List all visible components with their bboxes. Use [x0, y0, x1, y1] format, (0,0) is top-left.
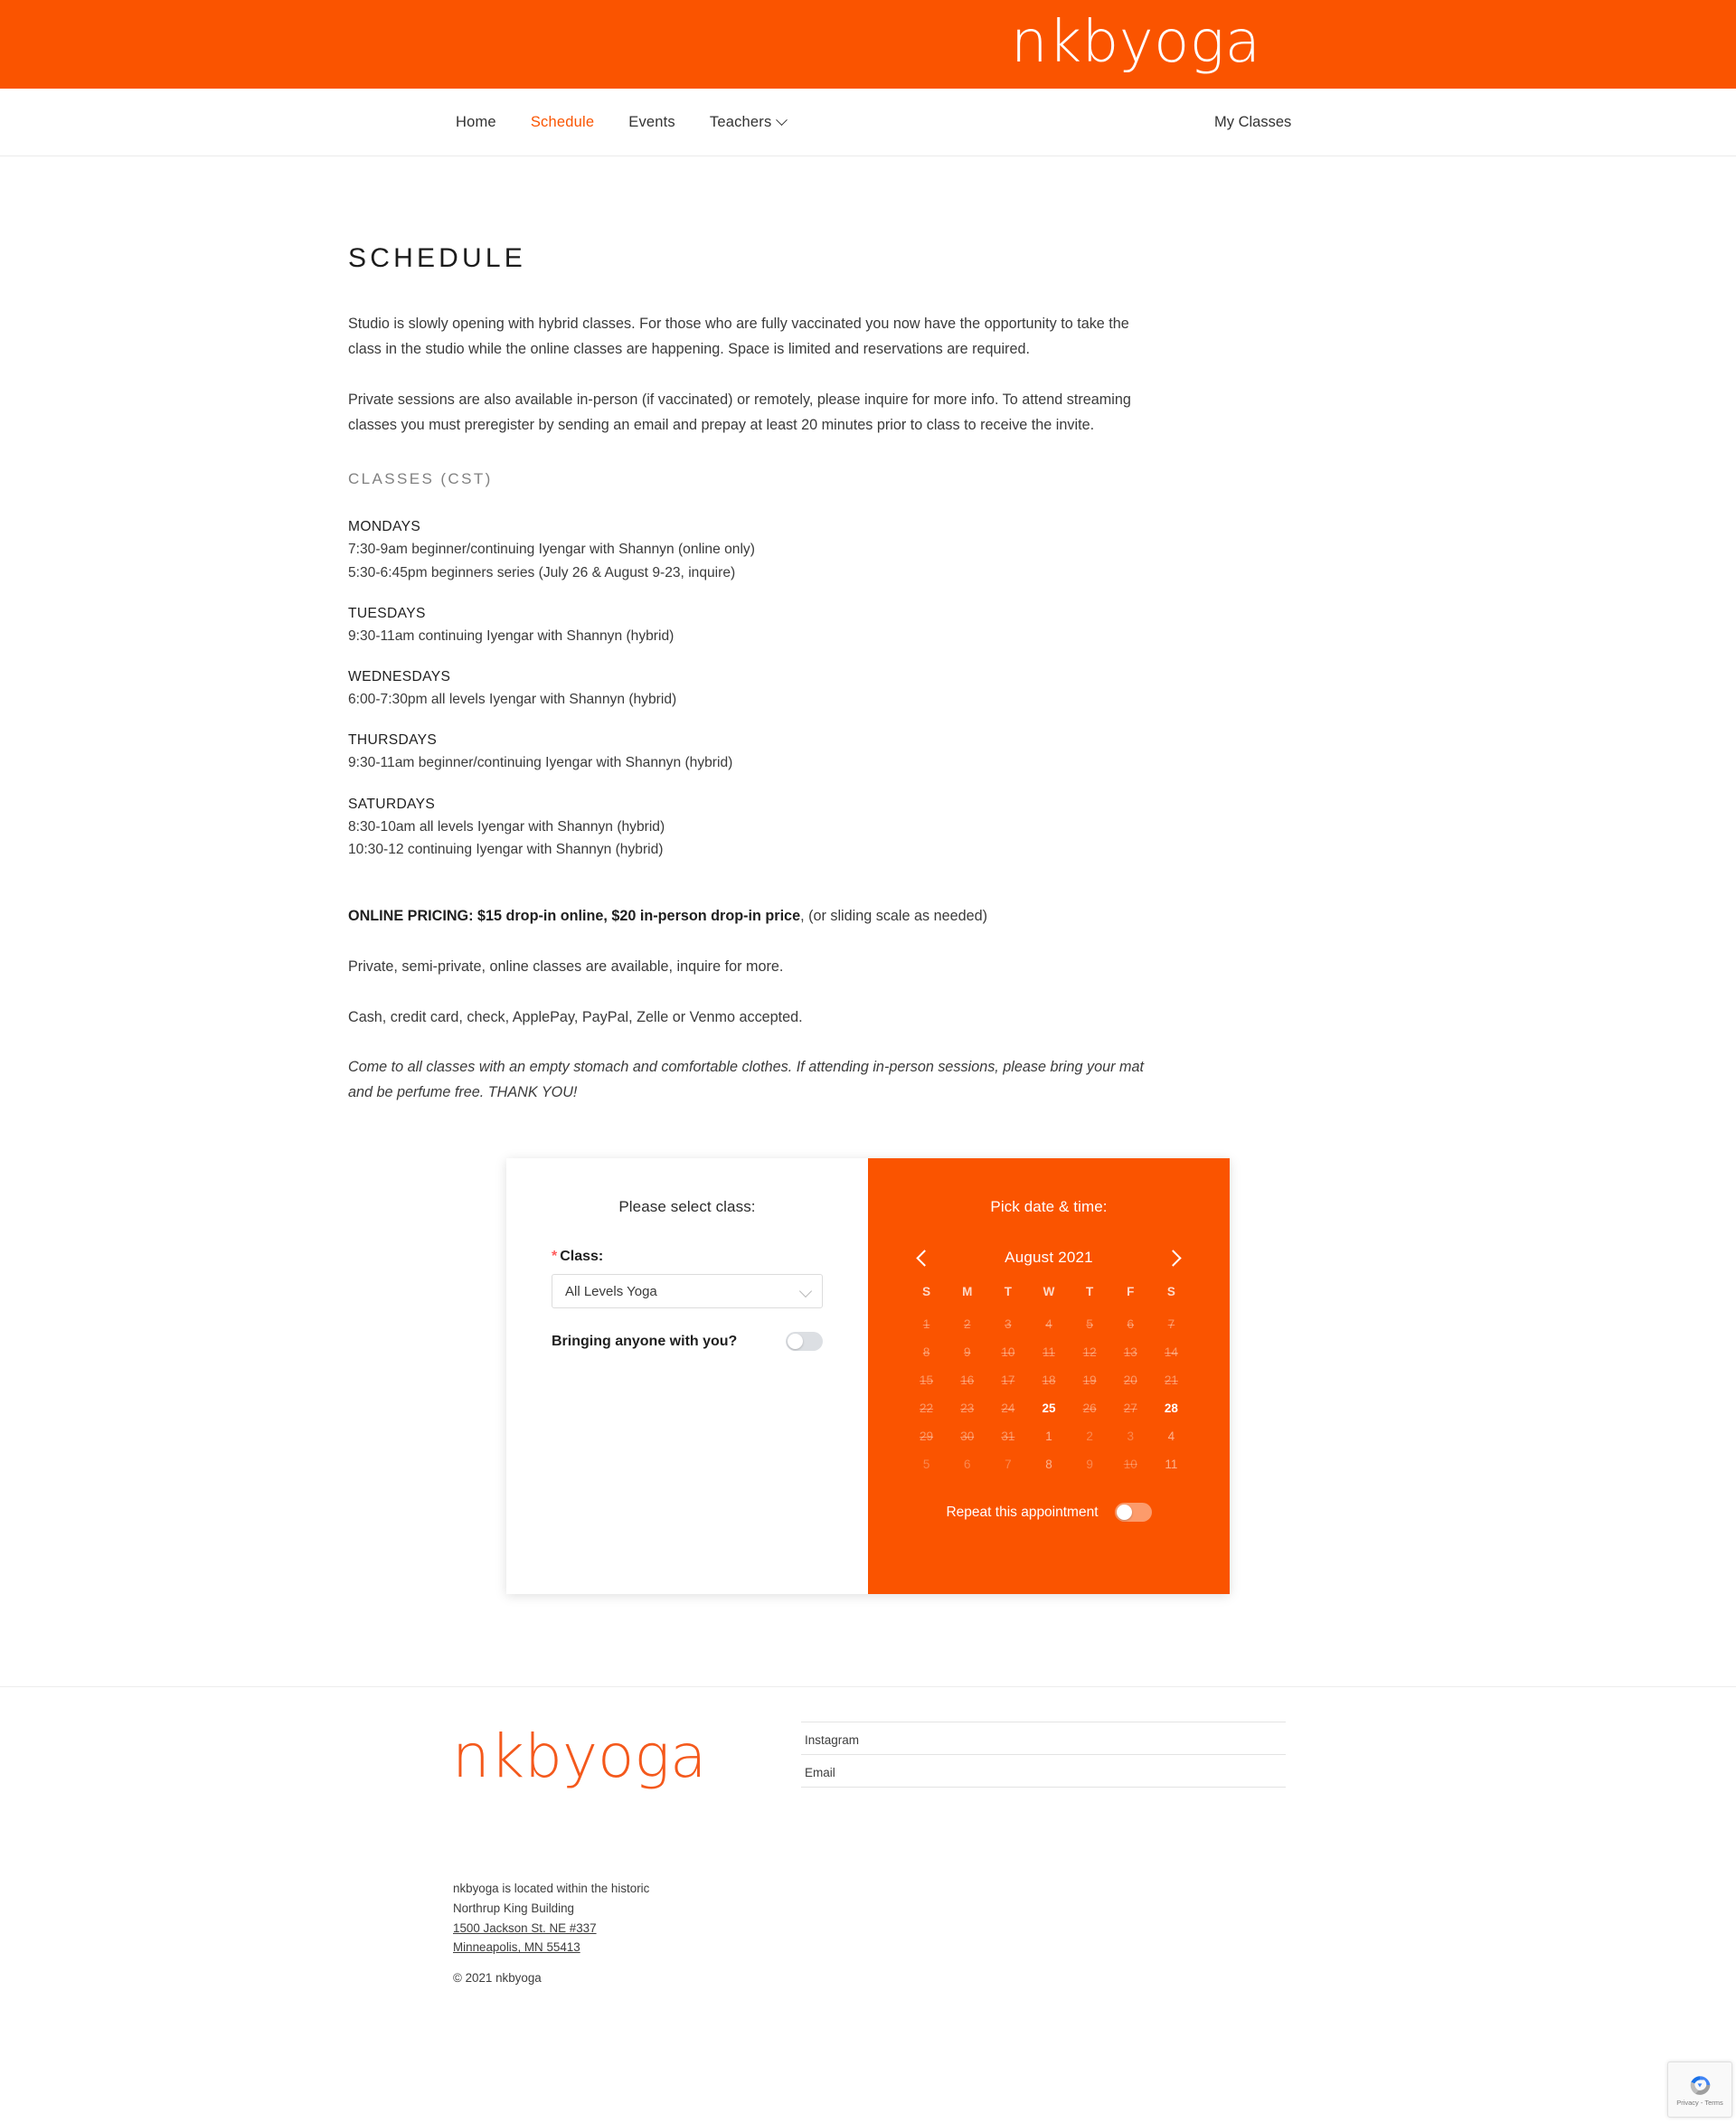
- chevron-left-icon[interactable]: [916, 1250, 932, 1266]
- day-class-line: 5:30-6:45pm beginners series (July 26 & August 9-23, inquire): [348, 564, 736, 580]
- calendar-day-disabled: 20: [1123, 1373, 1137, 1388]
- pricing-rest-text: , (or sliding scale as needed): [800, 908, 988, 925]
- calendar-day-disabled: 8: [1045, 1458, 1052, 1472]
- calendar-day-disabled: 11: [1042, 1345, 1055, 1360]
- schedule-day-thursdays: [348, 732, 1144, 774]
- chevron-down-icon: [777, 114, 788, 126]
- calendar-day-disabled: 8: [922, 1345, 930, 1360]
- calendar-month-label: August 2021: [1005, 1249, 1093, 1267]
- day-class-line: 9:30-11am continuing Iyengar with Shannyn (hybrid): [348, 627, 675, 644]
- day-class-line: 6:00-7:30pm all levels Iyengar with Shannyn (hybrid): [348, 692, 677, 708]
- calendar-day-disabled: 16: [960, 1373, 975, 1388]
- calendar-dow: T: [1086, 1285, 1094, 1299]
- nav-item-events[interactable]: Events: [628, 114, 675, 130]
- calendar-dow: W: [1043, 1285, 1055, 1299]
- schedule-day-wednesdays: [348, 669, 1144, 711]
- calendar-day-disabled: 26: [1082, 1401, 1097, 1416]
- calendar-day-disabled: 10: [1123, 1458, 1137, 1472]
- calendar-day-disabled: 1: [922, 1317, 930, 1332]
- day-name: TUESDAYS: [348, 605, 426, 621]
- classes-section-label: CLASSES (CST): [348, 470, 493, 488]
- calendar-day-disabled: 22: [920, 1401, 934, 1416]
- booking-widget: [506, 1158, 1230, 1594]
- recaptcha-icon: [1688, 2073, 1712, 2097]
- bring-guest-row: [552, 1332, 823, 1351]
- chevron-right-icon[interactable]: [1165, 1250, 1181, 1266]
- calendar-day-available[interactable]: 28: [1164, 1401, 1178, 1416]
- calendar-dow: S: [922, 1285, 931, 1299]
- address-line-city[interactable]: Minneapolis, MN 55413: [453, 1940, 580, 1955]
- calendar-day-disabled: 24: [1001, 1401, 1015, 1416]
- calendar-day-disabled: 10: [1001, 1345, 1015, 1360]
- calendar-day-disabled: 4: [1045, 1317, 1052, 1332]
- booking-widget-wrapper: [470, 1158, 1266, 1594]
- site-logo[interactable]: nkbyoga: [1011, 9, 1261, 76]
- repeat-appointment-toggle[interactable]: [1115, 1503, 1152, 1522]
- nav-item-my-classes[interactable]: My Classes: [1214, 114, 1292, 130]
- calendar-day-disabled: 15: [920, 1373, 934, 1388]
- site-footer: [0, 1687, 1736, 2108]
- intro-paragraph-2: Private sessions are also available in-person (if vaccinated) or remotely, please inquire for more info. To attend streaming classes you must preregister by sending an email and prepay at least 20 minutes prior to class to receive the invite.: [348, 391, 1131, 433]
- footer-links-list: [801, 1722, 1286, 1788]
- intro-paragraph-1: Studio is slowly opening with hybrid classes. For those who are fully vaccinated you now have the opportunity to take the class in the studio while the online classes are happening. Space is limited and reservations are required.: [348, 316, 1129, 357]
- page-title: SCHEDULE: [348, 243, 526, 273]
- calendar-day-disabled: 17: [1001, 1373, 1015, 1388]
- online-pricing-row: [348, 904, 1144, 929]
- calendar-day-disabled: 18: [1042, 1373, 1056, 1388]
- toggle-knob: [788, 1334, 803, 1349]
- calendar-day-disabled: 6: [1127, 1317, 1135, 1332]
- class-field-label: [552, 1249, 823, 1265]
- calendar-day-disabled: 3: [1005, 1317, 1012, 1332]
- calendar-day-disabled: 9: [963, 1345, 971, 1360]
- calendar-day-disabled: 30: [960, 1429, 975, 1444]
- copyright-text: © 2021 nkbyoga: [453, 1971, 542, 1986]
- schedule-day-tuesdays: [348, 606, 1144, 647]
- site-header-banner: [0, 0, 1736, 89]
- footer-address: [453, 1879, 649, 1958]
- schedule-day-saturdays: [348, 797, 1144, 862]
- calendar-day-disabled: 21: [1164, 1373, 1178, 1388]
- recaptcha-privacy-terms[interactable]: Privacy - Terms: [1676, 2098, 1723, 2107]
- calendar-day-disabled: 7: [1005, 1458, 1012, 1472]
- day-name: MONDAYS: [348, 519, 421, 535]
- note-class-preparation: Come to all classes with an empty stomach and comfortable clothes. If attending in-person sessions, please bring your mat and be perfume free. THANK YOU!: [348, 1059, 1144, 1101]
- calendar-day-disabled: 14: [1164, 1345, 1178, 1360]
- calendar-dow: T: [1004, 1285, 1012, 1299]
- calendar-navigation: [893, 1249, 1204, 1267]
- calendar-day-disabled: 23: [960, 1401, 975, 1416]
- calendar-day-disabled: 13: [1123, 1345, 1137, 1360]
- calendar-day-disabled: 31: [1001, 1429, 1015, 1444]
- toggle-knob: [1117, 1505, 1132, 1520]
- calendar-day-disabled: 4: [1167, 1429, 1175, 1444]
- day-class-line: 10:30-12 continuing Iyengar with Shannyn (hybrid): [348, 841, 664, 857]
- nav-items-group: [456, 114, 786, 131]
- calendar-day-disabled: 19: [1082, 1373, 1097, 1388]
- main-content: [348, 156, 1178, 1594]
- calendar-day-disabled: 5: [922, 1458, 930, 1472]
- repeat-appointment-row: [893, 1503, 1204, 1522]
- class-select-value: All Levels Yoga: [565, 1283, 657, 1299]
- calendar-day-disabled: 6: [963, 1458, 971, 1472]
- calendar-dow: S: [1166, 1285, 1175, 1299]
- calendar-day-disabled: 7: [1167, 1317, 1175, 1332]
- repeat-appointment-label: Repeat this appointment: [946, 1504, 1099, 1520]
- nav-item-teachers-label: Teachers: [709, 114, 772, 130]
- calendar-day-disabled: 1: [1045, 1429, 1052, 1444]
- calendar-dow: F: [1127, 1285, 1135, 1299]
- nav-item-schedule[interactable]: Schedule: [530, 114, 595, 130]
- day-class-line: 9:30-11am beginner/continuing Iyengar with Shannyn (hybrid): [348, 755, 733, 771]
- calendar-dow: M: [962, 1285, 973, 1299]
- bring-guest-label: Bringing anyone with you?: [552, 1333, 738, 1349]
- note-private-classes: Private, semi-private, online classes are available, inquire for more.: [348, 958, 784, 975]
- day-name: THURSDAYS: [348, 732, 438, 749]
- pricing-bold-text: ONLINE PRICING: $15 drop-in online, $20 in-person drop-in price: [348, 908, 801, 925]
- day-class-line: 7:30-9am beginner/continuing Iyengar with Shannyn (online only): [348, 542, 755, 558]
- calendar-day-disabled: 2: [1086, 1429, 1093, 1444]
- calendar-day-available[interactable]: 25: [1042, 1401, 1056, 1416]
- footer-logo[interactable]: nkbyoga: [452, 1722, 707, 1792]
- day-class-line: 8:30-10am all levels Iyengar with Shannyn (hybrid): [348, 818, 665, 835]
- calendar-day-disabled: 3: [1127, 1429, 1135, 1444]
- schedule-day-mondays: [348, 519, 1144, 584]
- address-line: Northrup King Building: [453, 1901, 574, 1915]
- class-label-text: Class:: [560, 1249, 604, 1265]
- required-asterisk: *: [552, 1249, 558, 1265]
- calendar-day-disabled: 9: [1086, 1458, 1093, 1472]
- footer-link-instagram[interactable]: Instagram: [801, 1722, 1286, 1755]
- booking-class-panel: [506, 1158, 868, 1594]
- calendar-day-disabled: 27: [1123, 1401, 1137, 1416]
- bring-guest-toggle[interactable]: [786, 1332, 823, 1351]
- calendar-day-disabled: 29: [920, 1429, 934, 1444]
- address-line-street[interactable]: 1500 Jackson St. NE #337: [453, 1920, 597, 1935]
- calendar-day-disabled: 11: [1165, 1458, 1178, 1472]
- recaptcha-badge[interactable]: [1667, 2062, 1732, 2118]
- pick-date-heading: Pick date & time:: [990, 1198, 1108, 1216]
- class-select[interactable]: [552, 1274, 823, 1308]
- booking-date-panel: [868, 1158, 1230, 1594]
- calendar-grid: [893, 1285, 1204, 1474]
- day-name: WEDNESDAYS: [348, 669, 451, 685]
- nav-item-teachers[interactable]: [710, 114, 787, 131]
- note-payment-methods: Cash, credit card, check, ApplePay, PayPal, Zelle or Venmo accepted.: [348, 1008, 803, 1025]
- nav-item-home[interactable]: Home: [456, 114, 496, 130]
- address-line: nkbyoga is located within the historic: [453, 1882, 650, 1896]
- main-navigation: [0, 89, 1736, 156]
- select-class-heading: Please select class:: [618, 1198, 756, 1216]
- calendar-day-disabled: 2: [963, 1317, 971, 1332]
- day-name: SATURDAYS: [348, 796, 436, 812]
- calendar-day-disabled: 5: [1086, 1317, 1093, 1332]
- calendar-day-disabled: 12: [1082, 1345, 1097, 1360]
- footer-link-email[interactable]: Email: [801, 1755, 1286, 1788]
- chevron-down-icon: [799, 1285, 812, 1297]
